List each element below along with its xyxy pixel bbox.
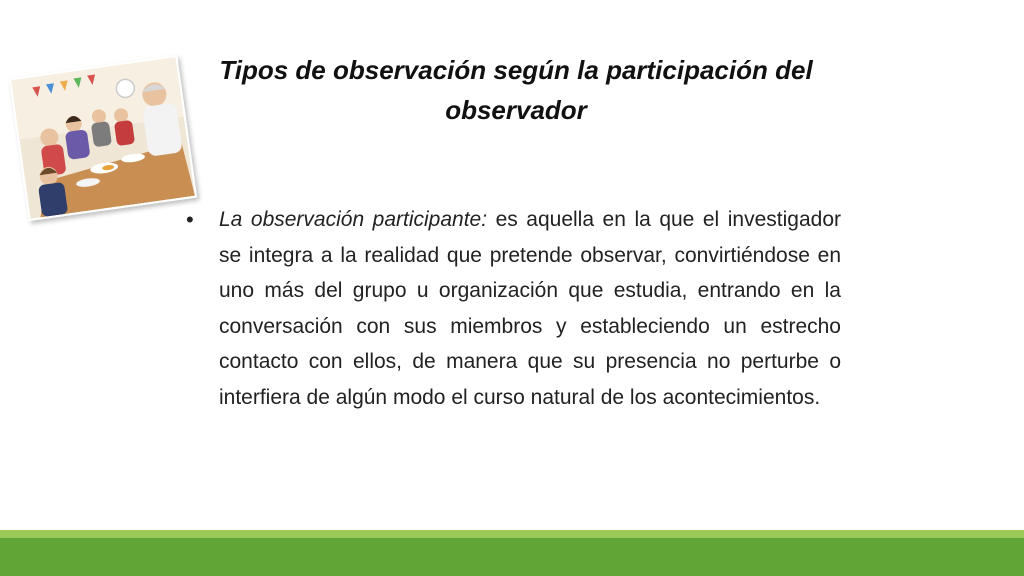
- page-title: Tipos de observación según la participación del observador: [219, 55, 813, 125]
- bullet-icon: •: [186, 207, 194, 232]
- bullet-body: es aquella en la que el investigador se integra a la realidad que pretende observar, convirtiéndose en uno más del grupo u organización que estudia, entrando en la conversación con sus miembros y estableciendo un estrecho contacto con ellos, de manera que su presencia no perturbe o interfiera de algún modo el curso natural de los acontecimientos.: [219, 208, 841, 409]
- family-dinner-photo: [9, 55, 197, 221]
- footer-bar: [0, 538, 1024, 576]
- bullet-paragraph: [219, 202, 841, 415]
- bullet-term: La observación participante:: [219, 208, 488, 231]
- footer-accent-bar: [0, 530, 1024, 538]
- bullet-list: [186, 202, 846, 415]
